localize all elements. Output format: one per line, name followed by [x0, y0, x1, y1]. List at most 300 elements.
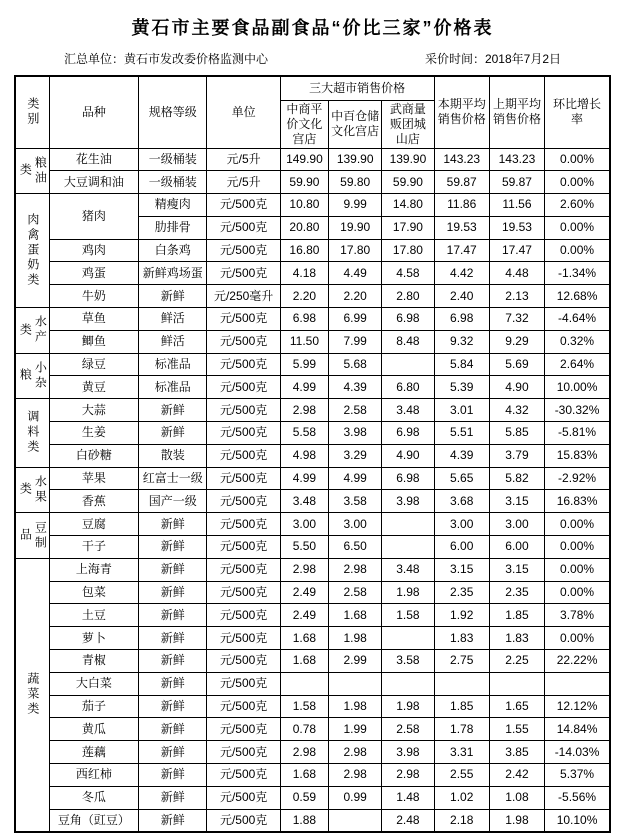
previous-avg-price-cell: 1.55	[489, 718, 544, 741]
store3-price-cell	[382, 627, 434, 650]
store2-price-cell: 59.80	[329, 171, 382, 194]
category-cell: 水产类	[15, 308, 49, 354]
previous-avg-price-cell: 3.00	[489, 513, 544, 536]
variety-cell: 西红柿	[49, 764, 138, 787]
variety-cell: 鸡蛋	[49, 262, 138, 285]
current-avg-price-cell: 2.75	[434, 650, 489, 673]
store2-price-cell: 3.98	[329, 422, 382, 445]
growth-rate-cell: 12.12%	[545, 695, 610, 718]
store1-price-cell: 2.98	[280, 558, 328, 581]
previous-avg-price-cell: 4.48	[489, 262, 544, 285]
store2-price-cell: 139.90	[329, 148, 382, 171]
table-row	[15, 536, 610, 559]
variety-cell: 大白菜	[49, 672, 138, 695]
header-store-2: 中百仓储文化宫店	[329, 100, 382, 148]
growth-rate-cell: 0.00%	[545, 171, 610, 194]
table-row	[15, 422, 610, 445]
variety-cell: 黄豆	[49, 376, 138, 399]
table-row	[15, 558, 610, 581]
store3-price-cell: 6.98	[382, 308, 434, 331]
spec-cell: 新鲜	[139, 422, 207, 445]
current-avg-price-cell: 2.18	[434, 809, 489, 832]
header-supermarket-group: 三大超市销售价格	[280, 76, 434, 100]
store1-price-cell	[280, 672, 328, 695]
spec-cell: 一级桶装	[139, 148, 207, 171]
growth-rate-cell: 0.00%	[545, 558, 610, 581]
store1-price-cell: 59.90	[280, 171, 328, 194]
unit-cell: 元/500克	[207, 809, 280, 832]
growth-rate-cell: 10.00%	[545, 376, 610, 399]
current-avg-price-cell: 17.47	[434, 239, 489, 262]
previous-avg-price-cell: 6.00	[489, 536, 544, 559]
store1-price-cell: 0.59	[280, 786, 328, 809]
previous-avg-price-cell: 4.90	[489, 376, 544, 399]
spec-cell: 新鲜	[139, 786, 207, 809]
growth-rate-cell: -2.92%	[545, 467, 610, 490]
unit-cell: 元/500克	[207, 786, 280, 809]
previous-avg-price-cell: 3.85	[489, 741, 544, 764]
current-avg-price-cell: 2.35	[434, 581, 489, 604]
store1-price-cell: 4.99	[280, 376, 328, 399]
growth-rate-cell: -14.03%	[545, 741, 610, 764]
store2-price-cell: 6.99	[329, 308, 382, 331]
previous-avg-price-cell: 5.69	[489, 353, 544, 376]
table-row	[15, 308, 610, 331]
previous-avg-price-cell: 2.35	[489, 581, 544, 604]
header-growth-rate: 环比增长率	[545, 76, 610, 148]
unit-cell: 元/500克	[207, 239, 280, 262]
unit-cell: 元/500克	[207, 513, 280, 536]
variety-cell: 鲫鱼	[49, 330, 138, 353]
spec-cell: 肋排骨	[139, 216, 207, 239]
spec-cell: 新鲜	[139, 285, 207, 308]
unit-cell: 元/500克	[207, 399, 280, 422]
variety-cell: 冬瓜	[49, 786, 138, 809]
store3-price-cell: 6.80	[382, 376, 434, 399]
table-row	[15, 376, 610, 399]
current-avg-price-cell: 4.39	[434, 444, 489, 467]
growth-rate-cell: 22.22%	[545, 650, 610, 673]
table-row	[15, 262, 610, 285]
store2-price-cell: 1.68	[329, 604, 382, 627]
unit-cell: 元/5升	[207, 148, 280, 171]
table-row	[15, 353, 610, 376]
header-category: 类别	[15, 76, 49, 148]
store3-price-cell: 3.48	[382, 558, 434, 581]
store2-price-cell: 7.99	[329, 330, 382, 353]
previous-avg-price-cell: 5.85	[489, 422, 544, 445]
unit-cell: 元/500克	[207, 741, 280, 764]
variety-cell: 白砂糖	[49, 444, 138, 467]
growth-rate-cell: 0.00%	[545, 216, 610, 239]
table-row	[15, 672, 610, 695]
current-avg-price-cell: 5.39	[434, 376, 489, 399]
table-row	[15, 627, 610, 650]
unit-cell: 元/500克	[207, 718, 280, 741]
table-row	[15, 148, 610, 171]
store1-price-cell: 1.68	[280, 627, 328, 650]
variety-cell: 茄子	[49, 695, 138, 718]
variety-cell: 花生油	[49, 148, 138, 171]
store2-price-cell: 0.99	[329, 786, 382, 809]
store1-price-cell: 20.80	[280, 216, 328, 239]
growth-rate-cell: -1.34%	[545, 262, 610, 285]
previous-avg-price-cell: 4.32	[489, 399, 544, 422]
page-title: 黄石市主要食品副食品“价比三家”价格表	[131, 18, 494, 38]
unit-cell: 元/500克	[207, 262, 280, 285]
spec-cell: 新鲜	[139, 672, 207, 695]
table-row	[15, 786, 610, 809]
variety-cell: 萝卜	[49, 627, 138, 650]
growth-rate-cell: 15.83%	[545, 444, 610, 467]
store3-price-cell: 2.58	[382, 718, 434, 741]
store3-price-cell: 2.48	[382, 809, 434, 832]
store1-price-cell: 1.68	[280, 764, 328, 787]
store3-price-cell: 3.98	[382, 490, 434, 513]
spec-cell: 新鲜	[139, 695, 207, 718]
current-avg-price-cell: 3.68	[434, 490, 489, 513]
store1-price-cell: 2.20	[280, 285, 328, 308]
table-row	[15, 581, 610, 604]
unit-cell: 元/500克	[207, 194, 280, 217]
store2-price-cell: 1.99	[329, 718, 382, 741]
growth-rate-cell: 0.32%	[545, 330, 610, 353]
variety-cell: 黄瓜	[49, 718, 138, 741]
growth-rate-cell: 0.00%	[545, 536, 610, 559]
store1-price-cell: 10.80	[280, 194, 328, 217]
unit-cell: 元/500克	[207, 650, 280, 673]
store3-price-cell: 3.58	[382, 650, 434, 673]
previous-avg-price-cell: 11.56	[489, 194, 544, 217]
variety-cell: 草鱼	[49, 308, 138, 331]
store1-price-cell: 2.49	[280, 604, 328, 627]
spec-cell: 鲜活	[139, 308, 207, 331]
spec-cell: 标准品	[139, 353, 207, 376]
spec-cell: 国产一级	[139, 490, 207, 513]
current-avg-price-cell: 5.51	[434, 422, 489, 445]
growth-rate-cell: 14.84%	[545, 718, 610, 741]
store3-price-cell: 2.98	[382, 764, 434, 787]
growth-rate-cell: 12.68%	[545, 285, 610, 308]
table-row	[15, 285, 610, 308]
current-avg-price-cell: 4.42	[434, 262, 489, 285]
growth-rate-cell: -5.81%	[545, 422, 610, 445]
variety-cell: 上海青	[49, 558, 138, 581]
previous-avg-price-cell: 1.85	[489, 604, 544, 627]
variety-cell: 豆腐	[49, 513, 138, 536]
previous-avg-price-cell: 1.65	[489, 695, 544, 718]
previous-avg-price-cell: 1.98	[489, 809, 544, 832]
variety-cell: 鸡肉	[49, 239, 138, 262]
current-avg-price-cell: 2.40	[434, 285, 489, 308]
current-avg-price-cell: 3.15	[434, 558, 489, 581]
store1-price-cell: 5.99	[280, 353, 328, 376]
survey-date-label: 采价时间：2018年7月2日	[424, 52, 561, 66]
current-avg-price-cell: 143.23	[434, 148, 489, 171]
store2-price-cell: 17.80	[329, 239, 382, 262]
store2-price-cell: 2.58	[329, 581, 382, 604]
spec-cell: 红富士一级	[139, 467, 207, 490]
spec-cell: 一级桶装	[139, 171, 207, 194]
growth-rate-cell: 0.00%	[545, 581, 610, 604]
store3-price-cell: 59.90	[382, 171, 434, 194]
current-avg-price-cell: 1.02	[434, 786, 489, 809]
table-row	[15, 695, 610, 718]
unit-cell: 元/500克	[207, 353, 280, 376]
variety-cell: 香蕉	[49, 490, 138, 513]
growth-rate-cell: 0.00%	[545, 513, 610, 536]
previous-avg-price-cell: 3.15	[489, 490, 544, 513]
unit-cell: 元/500克	[207, 490, 280, 513]
store3-price-cell	[382, 536, 434, 559]
store2-price-cell: 3.58	[329, 490, 382, 513]
spec-cell: 新鲜	[139, 604, 207, 627]
table-row	[15, 399, 610, 422]
store2-price-cell: 4.39	[329, 376, 382, 399]
store2-price-cell: 9.99	[329, 194, 382, 217]
header-spec: 规格等级	[139, 76, 207, 148]
price-table-body	[15, 148, 610, 832]
previous-avg-price-cell	[489, 672, 544, 695]
category-cell: 肉禽蛋奶类	[15, 194, 49, 308]
store1-price-cell: 4.18	[280, 262, 328, 285]
current-avg-price-cell: 6.98	[434, 308, 489, 331]
store2-price-cell: 2.98	[329, 741, 382, 764]
store1-price-cell: 4.99	[280, 467, 328, 490]
unit-cell: 元/500克	[207, 376, 280, 399]
header-store-3: 武商量贩团城山店	[382, 100, 434, 148]
store3-price-cell: 4.90	[382, 444, 434, 467]
store2-price-cell: 3.00	[329, 513, 382, 536]
store1-price-cell: 4.98	[280, 444, 328, 467]
table-row	[15, 741, 610, 764]
table-row	[15, 764, 610, 787]
store2-price-cell: 4.49	[329, 262, 382, 285]
store3-price-cell	[382, 513, 434, 536]
store3-price-cell: 1.58	[382, 604, 434, 627]
store3-price-cell: 4.58	[382, 262, 434, 285]
store1-price-cell: 5.50	[280, 536, 328, 559]
header-current-avg: 本期平均销售价格	[434, 76, 489, 148]
spec-cell: 精瘦肉	[139, 194, 207, 217]
unit-cell: 元/500克	[207, 422, 280, 445]
table-row	[15, 444, 610, 467]
store2-price-cell: 2.98	[329, 558, 382, 581]
meta-row	[0, 50, 625, 67]
current-avg-price-cell: 19.53	[434, 216, 489, 239]
store1-price-cell: 2.98	[280, 741, 328, 764]
store3-price-cell: 6.98	[382, 467, 434, 490]
growth-rate-cell: 10.10%	[545, 809, 610, 832]
store2-price-cell: 4.99	[329, 467, 382, 490]
growth-rate-cell: 0.00%	[545, 627, 610, 650]
header-unit: 单位	[207, 76, 280, 148]
category-cell: 调料类	[15, 399, 49, 467]
spec-cell: 新鲜	[139, 627, 207, 650]
unit-cell: 元/500克	[207, 216, 280, 239]
spec-cell: 新鲜鸡场蛋	[139, 262, 207, 285]
unit-cell: 元/500克	[207, 581, 280, 604]
spec-cell: 新鲜	[139, 536, 207, 559]
store3-price-cell: 17.90	[382, 216, 434, 239]
previous-avg-price-cell: 1.08	[489, 786, 544, 809]
variety-cell: 莲藕	[49, 741, 138, 764]
table-row	[15, 171, 610, 194]
growth-rate-cell: 0.00%	[545, 148, 610, 171]
spec-cell: 散装	[139, 444, 207, 467]
store3-price-cell: 1.98	[382, 581, 434, 604]
store2-price-cell: 19.90	[329, 216, 382, 239]
store1-price-cell: 1.58	[280, 695, 328, 718]
unit-cell: 元/500克	[207, 444, 280, 467]
store3-price-cell: 8.48	[382, 330, 434, 353]
table-row	[15, 467, 610, 490]
current-avg-price-cell: 5.84	[434, 353, 489, 376]
store1-price-cell: 1.68	[280, 650, 328, 673]
store2-price-cell: 2.58	[329, 399, 382, 422]
table-row	[15, 239, 610, 262]
spec-cell: 新鲜	[139, 558, 207, 581]
category-cell: 水果类	[15, 467, 49, 513]
previous-avg-price-cell: 3.15	[489, 558, 544, 581]
store1-price-cell: 2.98	[280, 399, 328, 422]
summary-unit-label: 汇总单位：黄石市发改委价格监测中心	[64, 52, 269, 66]
previous-avg-price-cell: 2.25	[489, 650, 544, 673]
store2-price-cell: 3.29	[329, 444, 382, 467]
store1-price-cell: 3.00	[280, 513, 328, 536]
unit-cell: 元/500克	[207, 558, 280, 581]
growth-rate-cell: -5.56%	[545, 786, 610, 809]
store2-price-cell: 2.98	[329, 764, 382, 787]
current-avg-price-cell: 3.01	[434, 399, 489, 422]
store2-price-cell: 6.50	[329, 536, 382, 559]
table-row	[15, 490, 610, 513]
spec-cell: 新鲜	[139, 581, 207, 604]
store3-price-cell: 14.80	[382, 194, 434, 217]
store1-price-cell: 2.49	[280, 581, 328, 604]
unit-cell: 元/500克	[207, 330, 280, 353]
previous-avg-price-cell: 2.13	[489, 285, 544, 308]
store3-price-cell: 1.98	[382, 695, 434, 718]
unit-cell: 元/500克	[207, 672, 280, 695]
store3-price-cell: 1.48	[382, 786, 434, 809]
previous-avg-price-cell: 2.42	[489, 764, 544, 787]
store3-price-cell: 3.48	[382, 399, 434, 422]
spec-cell: 白条鸡	[139, 239, 207, 262]
growth-rate-cell: -4.64%	[545, 308, 610, 331]
variety-cell: 牛奶	[49, 285, 138, 308]
growth-rate-cell: 16.83%	[545, 490, 610, 513]
table-row	[15, 809, 610, 832]
previous-avg-price-cell: 9.29	[489, 330, 544, 353]
header-variety: 品种	[49, 76, 138, 148]
current-avg-price-cell: 3.31	[434, 741, 489, 764]
growth-rate-cell: 2.64%	[545, 353, 610, 376]
table-row	[15, 650, 610, 673]
store2-price-cell	[329, 672, 382, 695]
store1-price-cell: 0.78	[280, 718, 328, 741]
current-avg-price-cell: 2.55	[434, 764, 489, 787]
table-row	[15, 718, 610, 741]
previous-avg-price-cell: 3.79	[489, 444, 544, 467]
current-avg-price-cell: 6.00	[434, 536, 489, 559]
spec-cell: 新鲜	[139, 650, 207, 673]
category-cell: 小杂粮	[15, 353, 49, 399]
store3-price-cell: 3.98	[382, 741, 434, 764]
store3-price-cell: 2.80	[382, 285, 434, 308]
table-row	[15, 194, 610, 217]
store3-price-cell: 17.80	[382, 239, 434, 262]
current-avg-price-cell: 11.86	[434, 194, 489, 217]
header-store-1: 中商平价文化宫店	[280, 100, 328, 148]
spec-cell: 新鲜	[139, 809, 207, 832]
current-avg-price-cell: 1.85	[434, 695, 489, 718]
variety-cell: 大豆调和油	[49, 171, 138, 194]
growth-rate-cell: 0.00%	[545, 239, 610, 262]
previous-avg-price-cell: 7.32	[489, 308, 544, 331]
store1-price-cell: 3.48	[280, 490, 328, 513]
store1-price-cell: 11.50	[280, 330, 328, 353]
store1-price-cell: 16.80	[280, 239, 328, 262]
growth-rate-cell: 5.37%	[545, 764, 610, 787]
spec-cell: 标准品	[139, 376, 207, 399]
store1-price-cell: 6.98	[280, 308, 328, 331]
store3-price-cell: 139.90	[382, 148, 434, 171]
unit-cell: 元/5升	[207, 171, 280, 194]
current-avg-price-cell: 1.92	[434, 604, 489, 627]
spec-cell: 鲜活	[139, 330, 207, 353]
variety-cell: 生姜	[49, 422, 138, 445]
previous-avg-price-cell: 5.82	[489, 467, 544, 490]
unit-cell: 元/500克	[207, 695, 280, 718]
spec-cell: 新鲜	[139, 741, 207, 764]
unit-cell: 元/500克	[207, 764, 280, 787]
growth-rate-cell: 3.78%	[545, 604, 610, 627]
unit-cell: 元/250毫升	[207, 285, 280, 308]
spec-cell: 新鲜	[139, 399, 207, 422]
table-row	[15, 513, 610, 536]
store3-price-cell: 6.98	[382, 422, 434, 445]
growth-rate-cell: 2.60%	[545, 194, 610, 217]
table-row	[15, 604, 610, 627]
spec-cell: 新鲜	[139, 718, 207, 741]
variety-cell: 干子	[49, 536, 138, 559]
variety-cell: 大蒜	[49, 399, 138, 422]
category-cell: 粮油类	[15, 148, 49, 194]
store1-price-cell: 149.90	[280, 148, 328, 171]
category-cell: 蔬菜类	[15, 558, 49, 832]
variety-cell: 绿豆	[49, 353, 138, 376]
previous-avg-price-cell: 1.83	[489, 627, 544, 650]
previous-avg-price-cell: 143.23	[489, 148, 544, 171]
store2-price-cell	[329, 809, 382, 832]
unit-cell: 元/500克	[207, 604, 280, 627]
unit-cell: 元/500克	[207, 536, 280, 559]
store2-price-cell: 1.98	[329, 695, 382, 718]
store1-price-cell: 1.88	[280, 809, 328, 832]
spec-cell: 新鲜	[139, 513, 207, 536]
store2-price-cell: 1.98	[329, 627, 382, 650]
variety-cell: 猪肉	[49, 194, 138, 240]
current-avg-price-cell: 59.87	[434, 171, 489, 194]
current-avg-price-cell: 1.78	[434, 718, 489, 741]
variety-cell: 苹果	[49, 467, 138, 490]
current-avg-price-cell: 5.65	[434, 467, 489, 490]
store1-price-cell: 5.58	[280, 422, 328, 445]
store2-price-cell: 2.99	[329, 650, 382, 673]
store2-price-cell: 5.68	[329, 353, 382, 376]
header-previous-avg: 上期平均销售价格	[489, 76, 544, 148]
